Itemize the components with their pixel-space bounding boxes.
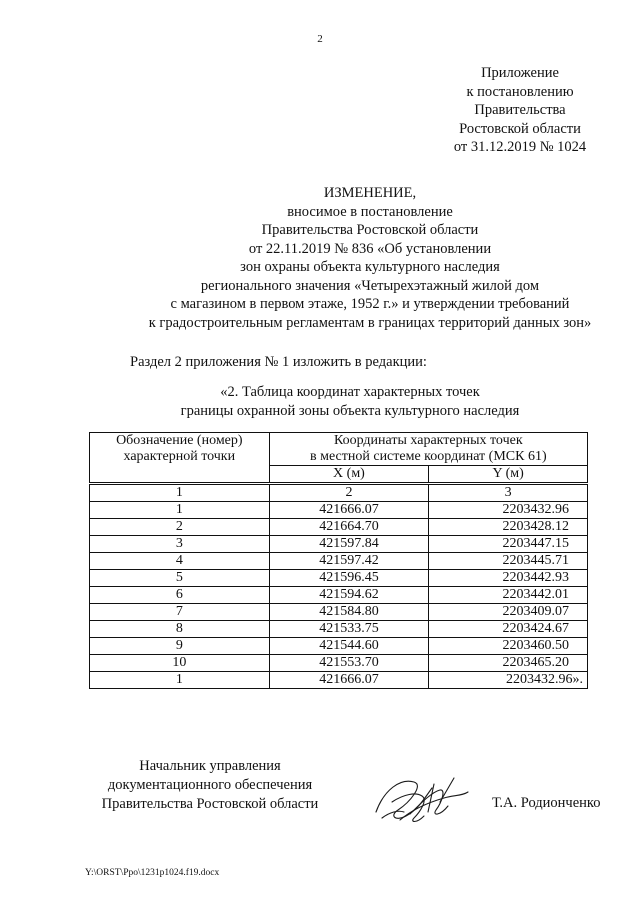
x-cell: 421664.70 — [269, 519, 429, 536]
point-header — [90, 433, 270, 484]
heading-line: ИЗМЕНЕНИЕ, — [323, 185, 417, 201]
page-number: 2 — [317, 33, 323, 45]
signatory-title-line: Начальник управления — [139, 758, 281, 774]
coords-header-line: Координаты характерных точек — [333, 433, 523, 448]
x-cell: 421594.62 — [269, 587, 429, 604]
point-cell: 5 — [90, 570, 270, 587]
table-title-line: «2. Таблица координат характерных точек — [220, 384, 480, 400]
numbering-cell: 3 — [429, 484, 588, 502]
table-row — [90, 536, 588, 553]
table-row — [90, 621, 588, 638]
y-header: Y (м) — [429, 466, 588, 484]
point-cell: 8 — [90, 621, 270, 638]
table-row — [90, 570, 588, 587]
y-cell: 2203447.15 — [429, 536, 588, 553]
point-cell: 4 — [90, 553, 270, 570]
signatory-title-line: документационного обеспечения — [107, 777, 313, 793]
point-header-line: характерной точки — [123, 449, 236, 464]
point-header-line: Обозначение (номер) — [116, 433, 243, 448]
point-cell: 1 — [90, 672, 270, 689]
x-cell: 421666.07 — [269, 672, 429, 689]
numbering-cell: 2 — [269, 484, 429, 502]
x-cell: 421666.07 — [269, 502, 429, 519]
y-cell: 2203432.96». — [429, 672, 588, 689]
appendix-line: Приложение — [481, 65, 559, 81]
point-cell: 1 — [90, 502, 270, 519]
numbering-cell: 1 — [90, 484, 270, 502]
y-cell: 2203442.93 — [429, 570, 588, 587]
y-cell: 2203432.96 — [429, 502, 588, 519]
coords-header — [269, 433, 587, 466]
appendix-line: от 31.12.2019 № 1024 — [453, 139, 587, 155]
x-cell: 421553.70 — [269, 655, 429, 672]
coordinates-table — [89, 432, 588, 689]
x-cell: 421597.42 — [269, 553, 429, 570]
y-cell: 2203445.71 — [429, 553, 588, 570]
heading-line: от 22.11.2019 № 836 «Об установлении — [248, 240, 492, 257]
handwritten-signature — [370, 772, 480, 830]
x-cell: 421533.75 — [269, 621, 429, 638]
heading-line: Правительства Ростовской области — [261, 222, 479, 238]
point-cell: 10 — [90, 655, 270, 672]
x-header: X (м) — [269, 466, 429, 484]
signatory-title-line: Правительства Ростовской области — [101, 796, 319, 812]
heading-line: к градостроительным регламентам в границах территорий данных зон» — [148, 314, 592, 331]
point-cell: 2 — [90, 519, 270, 536]
point-cell: 9 — [90, 638, 270, 655]
intro-paragraph: Раздел 2 приложения № 1 изложить в редакции: — [130, 354, 427, 370]
document-heading — [80, 184, 640, 332]
file-path: Y:\ORST\Ppo\1231p1024.f19.docx — [85, 868, 220, 878]
y-cell: 2203442.01 — [429, 587, 588, 604]
x-cell: 421584.80 — [269, 604, 429, 621]
appendix-line: Правительства — [474, 102, 566, 118]
y-cell: 2203460.50 — [429, 638, 588, 655]
y-cell: 2203465.20 — [429, 655, 588, 672]
table-title — [120, 383, 580, 420]
x-cell: 421596.45 — [269, 570, 429, 587]
table-row — [90, 655, 588, 672]
appendix-block — [440, 64, 600, 157]
signatory-title — [90, 757, 330, 814]
x-cell: 421597.84 — [269, 536, 429, 553]
table-row — [90, 604, 588, 621]
point-cell: 3 — [90, 536, 270, 553]
y-cell: 2203424.67 — [429, 621, 588, 638]
signatory-name: Т.А. Родионченко — [492, 795, 601, 811]
heading-line: вносимое в постановление — [287, 203, 453, 220]
point-cell: 7 — [90, 604, 270, 621]
y-cell: 2203409.07 — [429, 604, 588, 621]
numbering-row — [90, 484, 588, 502]
y-cell: 2203428.12 — [429, 519, 588, 536]
coords-header-line: в местной системе координат (МСК 61) — [310, 449, 547, 464]
table-row — [90, 519, 588, 536]
heading-line: с магазином в первом этаже, 1952 г.» и утверждении требований — [170, 296, 570, 312]
heading-line: зон охраны объекта культурного наследия — [240, 259, 500, 275]
appendix-line: к постановлению — [466, 83, 574, 100]
heading-line: регионального значения «Четырехэтажный жилой дом — [200, 277, 540, 294]
x-cell: 421544.60 — [269, 638, 429, 655]
table-header-row — [90, 433, 588, 466]
table-row — [90, 638, 588, 655]
point-cell: 6 — [90, 587, 270, 604]
appendix-line: Ростовской области — [459, 120, 581, 137]
table-row — [90, 553, 588, 570]
table-row — [90, 672, 588, 689]
table-title-line: границы охранной зоны объекта культурного наследия — [180, 402, 520, 419]
table-row — [90, 502, 588, 519]
table-row — [90, 587, 588, 604]
